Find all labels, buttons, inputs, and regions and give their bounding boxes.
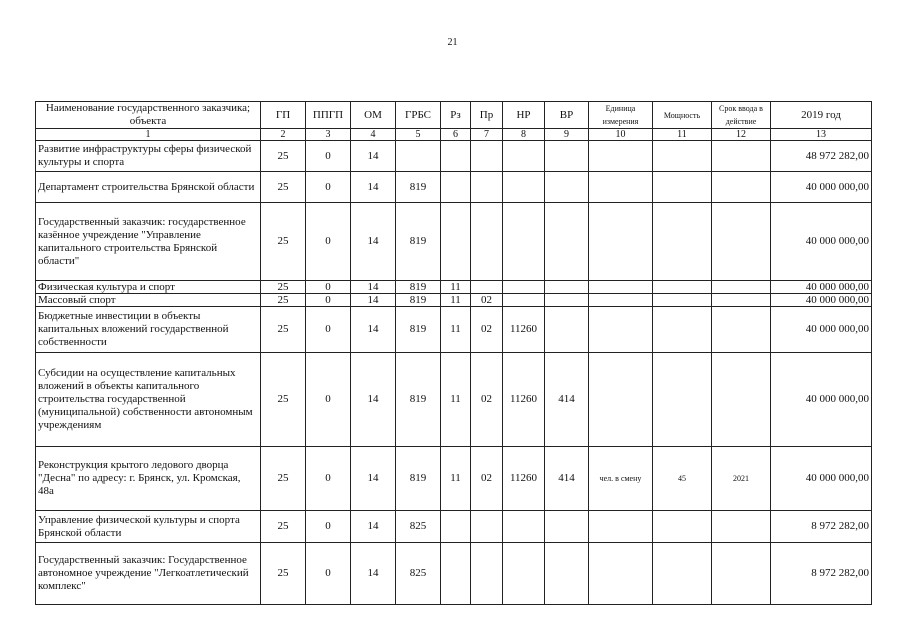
cell-pr: 02	[471, 294, 503, 307]
cell-rz	[441, 172, 471, 203]
column-number: 11	[653, 129, 712, 141]
cell-gp: 25	[261, 141, 306, 172]
cell-grbs: 819	[396, 353, 441, 447]
table-row	[36, 203, 872, 281]
cell-nr	[503, 294, 545, 307]
header-gp: ГП	[261, 102, 306, 129]
cell-name: Государственный заказчик: государственное казённое учреждение "Управление капитального строительства Брянской области"	[36, 203, 261, 281]
cell-name: Субсидии на осуществление капитальных вложений в объекты капитального строительства государственной (муниципальной) собственности автономным учреждениям	[36, 353, 261, 447]
cell-ppgp: 0	[306, 203, 351, 281]
table-row	[36, 543, 872, 605]
cell-term	[712, 543, 771, 605]
cell-term	[712, 353, 771, 447]
cell-grbs	[396, 141, 441, 172]
cell-capacity	[653, 281, 712, 294]
cell-grbs: 819	[396, 281, 441, 294]
cell-ppgp: 0	[306, 172, 351, 203]
cell-name: Развитие инфраструктуры сферы физической культуры и спорта	[36, 141, 261, 172]
cell-capacity	[653, 511, 712, 543]
cell-pr	[471, 172, 503, 203]
cell-capacity	[653, 172, 712, 203]
cell-unit	[589, 294, 653, 307]
cell-term	[712, 307, 771, 353]
cell-name: Государственный заказчик: Государственное автономное учреждение "Легкоатлетический комплекс"	[36, 543, 261, 605]
column-number: 7	[471, 129, 503, 141]
cell-amount: 40 000 000,00	[771, 281, 872, 294]
cell-ppgp: 0	[306, 141, 351, 172]
cell-gp: 25	[261, 353, 306, 447]
cell-amount: 48 972 282,00	[771, 141, 872, 172]
cell-grbs: 819	[396, 307, 441, 353]
cell-unit	[589, 141, 653, 172]
cell-om: 14	[351, 307, 396, 353]
cell-ppgp: 0	[306, 511, 351, 543]
cell-name: Физическая культура и спорт	[36, 281, 261, 294]
cell-name: Бюджетные инвестиции в объекты капитальных вложений государственной собственности	[36, 307, 261, 353]
cell-ppgp: 0	[306, 281, 351, 294]
column-number: 4	[351, 129, 396, 141]
cell-gp: 25	[261, 307, 306, 353]
header-grbs: ГРБС	[396, 102, 441, 129]
cell-rz: 11	[441, 353, 471, 447]
cell-unit	[589, 203, 653, 281]
cell-name: Департамент строительства Брянской области	[36, 172, 261, 203]
column-number: 5	[396, 129, 441, 141]
cell-unit	[589, 307, 653, 353]
cell-rz: 11	[441, 307, 471, 353]
cell-vr	[545, 294, 589, 307]
header-term: Срок ввода в действие	[712, 102, 771, 129]
header-vr: ВР	[545, 102, 589, 129]
cell-amount: 40 000 000,00	[771, 353, 872, 447]
cell-amount: 40 000 000,00	[771, 203, 872, 281]
column-number: 12	[712, 129, 771, 141]
cell-term	[712, 203, 771, 281]
cell-rz	[441, 543, 471, 605]
cell-amount: 40 000 000,00	[771, 294, 872, 307]
cell-vr	[545, 203, 589, 281]
cell-grbs: 819	[396, 447, 441, 511]
header-row	[36, 102, 872, 129]
column-number: 2	[261, 129, 306, 141]
cell-gp: 25	[261, 281, 306, 294]
cell-unit	[589, 511, 653, 543]
cell-om: 14	[351, 294, 396, 307]
cell-ppgp: 0	[306, 307, 351, 353]
table-row	[36, 511, 872, 543]
cell-capacity	[653, 353, 712, 447]
cell-vr: 414	[545, 353, 589, 447]
cell-om: 14	[351, 203, 396, 281]
cell-vr	[545, 511, 589, 543]
cell-vr	[545, 172, 589, 203]
column-number: 9	[545, 129, 589, 141]
header-nr: НР	[503, 102, 545, 129]
cell-nr	[503, 281, 545, 294]
column-number-row	[36, 129, 872, 141]
cell-vr: 414	[545, 447, 589, 511]
cell-grbs: 819	[396, 172, 441, 203]
cell-term	[712, 172, 771, 203]
cell-vr	[545, 141, 589, 172]
cell-term: 2021	[712, 447, 771, 511]
cell-gp: 25	[261, 172, 306, 203]
cell-capacity	[653, 203, 712, 281]
page-number: 21	[447, 37, 458, 48]
header-om: ОМ	[351, 102, 396, 129]
cell-grbs: 825	[396, 511, 441, 543]
cell-vr	[545, 543, 589, 605]
column-number: 1	[36, 129, 261, 141]
cell-pr: 02	[471, 307, 503, 353]
column-number: 6	[441, 129, 471, 141]
cell-term	[712, 511, 771, 543]
header-pr: Пр	[471, 102, 503, 129]
budget-table	[35, 101, 872, 605]
cell-rz	[441, 203, 471, 281]
cell-om: 14	[351, 447, 396, 511]
column-number: 13	[771, 129, 872, 141]
header-year: 2019 год	[771, 102, 872, 129]
cell-name: Управление физической культуры и спорта Брянской области	[36, 511, 261, 543]
cell-unit	[589, 353, 653, 447]
cell-vr	[545, 307, 589, 353]
cell-gp: 25	[261, 543, 306, 605]
cell-capacity	[653, 307, 712, 353]
cell-capacity: 45	[653, 447, 712, 511]
column-number: 8	[503, 129, 545, 141]
cell-capacity	[653, 294, 712, 307]
cell-rz: 11	[441, 294, 471, 307]
cell-rz	[441, 511, 471, 543]
cell-unit	[589, 172, 653, 203]
table-row	[36, 141, 872, 172]
cell-nr	[503, 141, 545, 172]
cell-rz	[441, 141, 471, 172]
cell-amount: 8 972 282,00	[771, 511, 872, 543]
cell-nr	[503, 543, 545, 605]
table-row	[36, 447, 872, 511]
cell-grbs: 819	[396, 203, 441, 281]
cell-om: 14	[351, 172, 396, 203]
table-row	[36, 307, 872, 353]
cell-ppgp: 0	[306, 543, 351, 605]
cell-ppgp: 0	[306, 294, 351, 307]
cell-amount: 40 000 000,00	[771, 172, 872, 203]
cell-om: 14	[351, 281, 396, 294]
cell-amount: 40 000 000,00	[771, 447, 872, 511]
cell-nr: 11260	[503, 447, 545, 511]
cell-ppgp: 0	[306, 447, 351, 511]
cell-unit	[589, 281, 653, 294]
cell-nr: 11260	[503, 307, 545, 353]
cell-pr	[471, 281, 503, 294]
header-unit: Единица измерения	[589, 102, 653, 129]
cell-grbs: 825	[396, 543, 441, 605]
cell-gp: 25	[261, 447, 306, 511]
cell-gp: 25	[261, 203, 306, 281]
cell-term	[712, 294, 771, 307]
cell-nr: 11260	[503, 353, 545, 447]
cell-rz: 11	[441, 447, 471, 511]
cell-om: 14	[351, 353, 396, 447]
cell-ppgp: 0	[306, 353, 351, 447]
table-row	[36, 353, 872, 447]
table-row	[36, 294, 872, 307]
cell-om: 14	[351, 543, 396, 605]
cell-vr	[545, 281, 589, 294]
cell-name: Массовый спорт	[36, 294, 261, 307]
table-row	[36, 281, 872, 294]
cell-pr	[471, 543, 503, 605]
cell-unit	[589, 543, 653, 605]
header-ppgp: ППГП	[306, 102, 351, 129]
cell-om: 14	[351, 141, 396, 172]
cell-capacity	[653, 141, 712, 172]
cell-nr	[503, 203, 545, 281]
cell-om: 14	[351, 511, 396, 543]
cell-rz: 11	[441, 281, 471, 294]
column-number: 3	[306, 129, 351, 141]
cell-capacity	[653, 543, 712, 605]
cell-amount: 8 972 282,00	[771, 543, 872, 605]
cell-term	[712, 141, 771, 172]
header-rz: Рз	[441, 102, 471, 129]
cell-amount: 40 000 000,00	[771, 307, 872, 353]
column-number: 10	[589, 129, 653, 141]
header-name: Наименование государственного заказчика; объекта	[36, 102, 261, 129]
cell-pr	[471, 203, 503, 281]
cell-name: Реконструкция крытого ледового дворца "Десна" по адресу: г. Брянск, ул. Кромская, 48а	[36, 447, 261, 511]
cell-unit: чел. в смену	[589, 447, 653, 511]
cell-pr: 02	[471, 353, 503, 447]
cell-term	[712, 281, 771, 294]
cell-gp: 25	[261, 294, 306, 307]
cell-pr	[471, 141, 503, 172]
cell-gp: 25	[261, 511, 306, 543]
cell-pr	[471, 511, 503, 543]
cell-grbs: 819	[396, 294, 441, 307]
cell-nr	[503, 172, 545, 203]
cell-pr: 02	[471, 447, 503, 511]
cell-nr	[503, 511, 545, 543]
header-capacity: Мощность	[653, 102, 712, 129]
table-row	[36, 172, 872, 203]
